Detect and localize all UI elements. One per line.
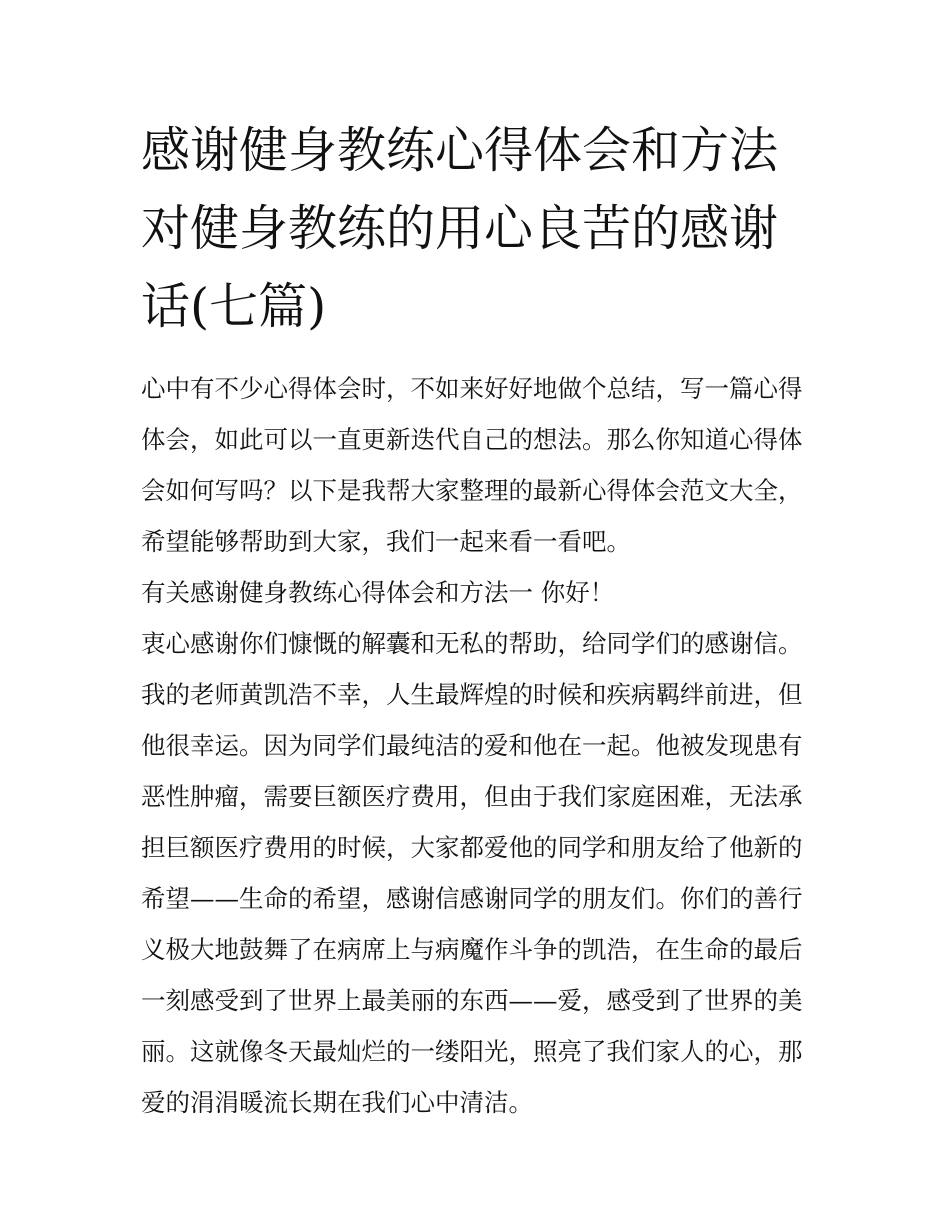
body-line-12: 义极大地鼓舞了在病席上与病魔作斗争的凯浩，在生命的最后 [141, 935, 803, 964]
document-page [141, 112, 813, 1128]
body-line-6: 衷心感谢你们慷慨的解囊和无私的帮助，给同学们的感谢信。 [141, 629, 803, 658]
body-line-14: 丽。这就像冬天最灿烂的一缕阳光，照亮了我们家人的心，那 [141, 1037, 803, 1066]
body-line-4: 希望能够帮助到大家，我们一起来看一看吧。 [141, 527, 631, 556]
body-line-15: 爱的涓涓暖流长期在我们心中清洁。 [141, 1088, 533, 1117]
title-line-2: 对健身教练的用心良苦的感谢 [141, 200, 779, 257]
body-line-13: 一刻感受到了世界上最美丽的东西——爱，感受到了世界的美 [141, 986, 803, 1015]
body-line-9: 恶性肿瘤，需要巨额医疗费用，但由于我们家庭困难，无法承 [141, 782, 803, 811]
section-heading: 有关感谢健身教练心得体会和方法一 你好！ [141, 578, 615, 607]
body-text [141, 363, 813, 1128]
body-line-2: 体会，如此可以一直更新迭代自己的想法。那么你知道心得体 [141, 425, 803, 454]
body-line-10: 担巨额医疗费用的时候，大家都爱他的同学和朋友给了他新的 [141, 833, 803, 862]
body-line-11: 希望——生命的希望，感谢信感谢同学的朋友们。你们的善行 [141, 884, 803, 913]
title-line-3: 话(七篇) [141, 278, 327, 335]
page-title [141, 112, 813, 346]
body-line-8: 他很幸运。因为同学们最纯洁的爱和他在一起。他被发现患有 [141, 731, 803, 760]
body-line-3: 会如何写吗？以下是我帮大家整理的最新心得体会范文大全， [141, 476, 803, 505]
body-line-7: 我的老师黄凯浩不幸，人生最辉煌的时候和疾病羁绊前进，但 [141, 680, 803, 709]
title-line-1: 感谢健身教练心得体会和方法 [141, 122, 779, 179]
body-line-1: 心中有不少心得体会时，不如来好好地做个总结，写一篇心得 [141, 374, 803, 403]
